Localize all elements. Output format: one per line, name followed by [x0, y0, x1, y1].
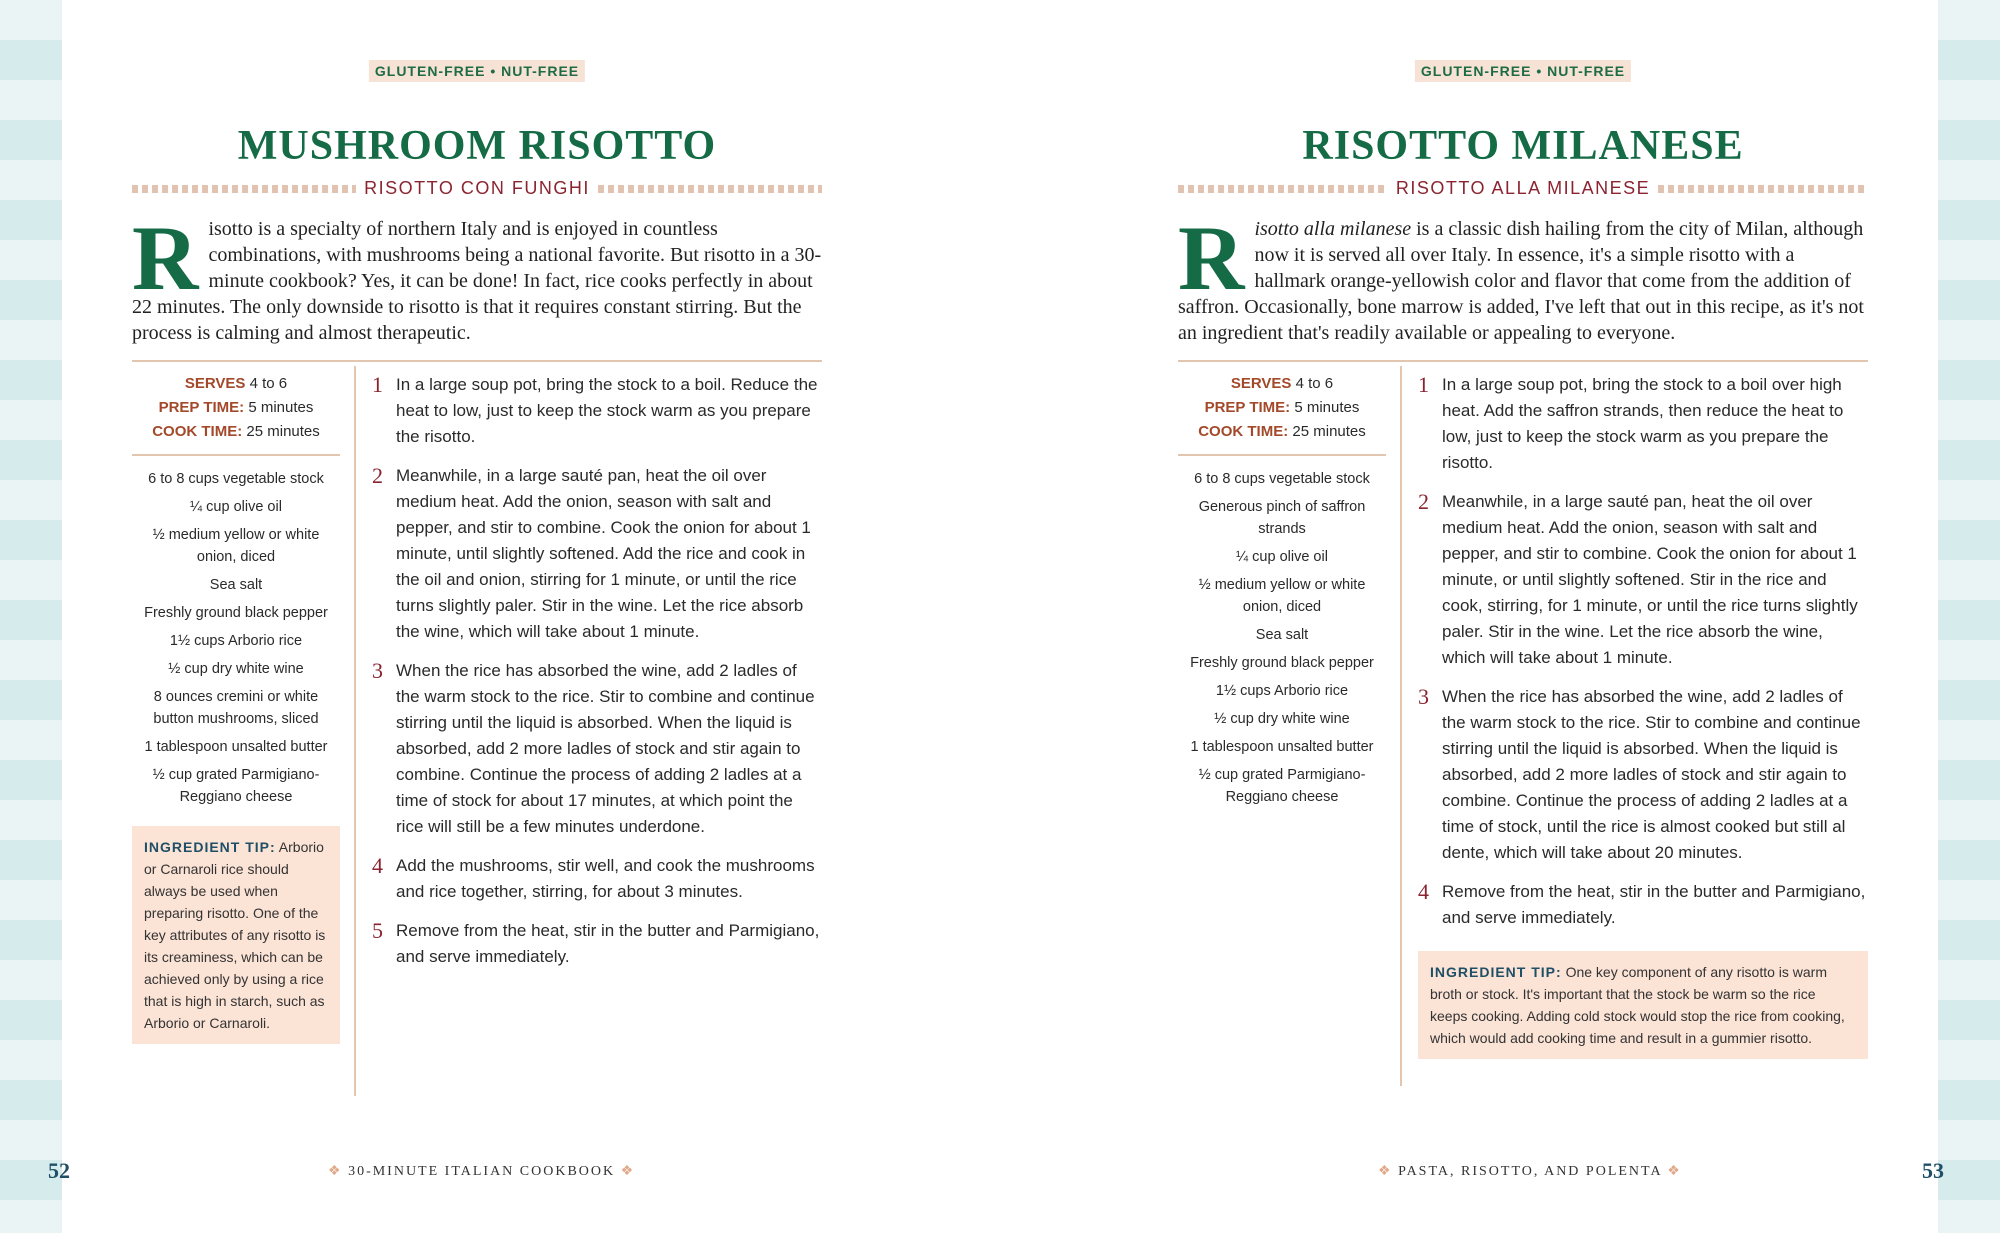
subtitle-row [1178, 178, 1868, 199]
step-number: 3 [372, 658, 383, 683]
column-divider [354, 366, 356, 1096]
ingredient-tip: INGREDIENT TIP: Arborio or Carnaroli rice should always be used when preparing risotto. One of the key attributes of any risotto is its creaminess, which can be achieved only by using a rice that is high in starch, such as Arborio or Carnaroli. [132, 826, 340, 1044]
recipe-subtitle: RISOTTO CON FUNGHI [364, 178, 590, 198]
ingredient-item: 6 to 8 cups vegetable stock [148, 471, 324, 487]
drop-cap: R [1178, 207, 1245, 309]
recipe-step: 1 In a large soup pot, bring the stock to a boil over high heat. Add the saffron strands, then reduce the heat to low, just to keep the stock warm as you prepare the risotto. [1418, 372, 1868, 476]
footer-left: ❖ 30-MINUTE ITALIAN COOKBOOK ❖ [328, 1164, 636, 1179]
steps-list [372, 372, 822, 983]
step-number: 5 [372, 918, 383, 943]
ingredient-item: Sea salt [209, 577, 263, 593]
ornament-line [598, 185, 822, 193]
recipe-step: 2 Meanwhile, in a large sauté pan, heat the oil over medium heat. Add the onion, season with salt and pepper, and stir to combine. Cook the onion for about 1 minute, until slightly softened. Add the rice and cook in the oil and onion, stirring for 1 minute, or until the rice turns slightly paler. Stir in the wine. Let the rice absorb the wine, which will take about 1 minute. [372, 463, 822, 645]
ingredient-item: ¼ cup olive oil [190, 499, 282, 515]
ingredient-tip: INGREDIENT TIP: One key component of any risotto is warm broth or stock. It's important that the stock be warm so the rice keeps cooking. Adding cold stock would stop the rice from cooking, which would add cooking time and result in a gummier risotto. [1418, 951, 1868, 1059]
ingredient-item: ½ cup grated Parmigiano-Reggiano cheese [1198, 767, 1366, 805]
recipe-subtitle: RISOTTO ALLA MILANESE [1395, 178, 1651, 198]
ingredient-item: 1 tablespoon unsalted butter [1190, 739, 1374, 755]
ingredient-item: 1 tablespoon unsalted butter [144, 739, 328, 755]
recipe-step: 2 Meanwhile, in a large sauté pan, heat the oil over medium heat. Add the onion, season with salt and pepper, and stir to combine. Cook the onion for about 1 minute, or until slightly softened. Stir in the rice and cook, stirring, for 1 minute, or until the rice turns slightly paler. Stir in the wine. Let the rice absorb the wine, which will take about 1 minute. [1418, 489, 1868, 671]
ingredient-item: Freshly ground black pepper [1190, 655, 1374, 671]
step-number: 3 [1418, 684, 1429, 709]
step-number: 1 [372, 372, 383, 397]
column-divider [1400, 366, 1402, 1086]
ornament-line [132, 185, 356, 193]
recipe-step: 4 Add the mushrooms, stir well, and cook the mushrooms and rice together, stirring, for about 3 minutes. [372, 853, 822, 905]
page-number-right: 53 [1922, 1158, 1944, 1183]
recipe-title: MUSHROOM RISOTTO [237, 123, 717, 169]
page-number-left: 52 [48, 1158, 70, 1183]
left-page [132, 0, 822, 1233]
divider [132, 360, 822, 362]
ingredient-item: Generous pinch of saffron strands [1198, 499, 1366, 537]
recipe-meta: SERVES 4 to 6 PREP TIME: 5 minutes COOK TIME: 25 minutes [132, 372, 340, 456]
ingredient-item: ½ cup dry white wine [1214, 711, 1350, 727]
recipe-step: 4 Remove from the heat, stir in the butter and Parmigiano, and serve immediately. [1418, 879, 1868, 931]
recipe-step: 5 Remove from the heat, stir in the butter and Parmigiano, and serve immediately. [372, 918, 822, 970]
divider [1178, 360, 1868, 362]
ingredient-item: 1½ cups Arborio rice [169, 633, 303, 649]
step-number: 2 [1418, 489, 1429, 514]
step-number: 4 [1418, 879, 1429, 904]
ingredient-item: ½ medium yellow or white onion, diced [1198, 577, 1366, 615]
ingredient-item: ½ medium yellow or white onion, diced [152, 527, 320, 565]
ingredients-sidebar [1178, 372, 1386, 814]
ingredient-item: ½ cup dry white wine [168, 661, 304, 677]
recipe-title: RISOTTO MILANESE [1302, 123, 1744, 169]
subtitle-row [132, 178, 822, 199]
ingredient-item: ¼ cup olive oil [1236, 549, 1328, 565]
steps-list [1418, 372, 1868, 1059]
intro-paragraph: Risotto is a specialty of northern Italy and is enjoyed in countless combinations, with mushrooms being a national favorite. But risotto in a 30-minute cookbook? Yes, it can be done! In fact, rice cooks perfectly in about 22 minutes. The only downside to risotto is that it requires constant stirring. But the process is calming and almost therapeutic. [132, 207, 822, 344]
step-number: 1 [1418, 372, 1429, 397]
intro-paragraph: Risotto alla milanese is a classic dish hailing from the city of Milan, although now it is served all over Italy. In essence, it's a simple risotto with a hallmark orange-yellowish color and flavor that come from the addition of saffron. Occasionally, bone marrow is added, I've left that out in this recipe, as it's not an ingredient that's readily available or appealing to everyone. [1178, 207, 1864, 344]
step-number: 2 [372, 463, 383, 488]
ingredient-item: 6 to 8 cups vegetable stock [1194, 471, 1370, 487]
step-number: 4 [372, 853, 383, 878]
recipe-step: 1 In a large soup pot, bring the stock to a boil. Reduce the heat to low, just to keep the stock warm as you prepare the risotto. [372, 372, 822, 450]
ingredients-sidebar [132, 372, 340, 1044]
ornament-line [1658, 185, 1868, 193]
ingredient-item: 1½ cups Arborio rice [1215, 683, 1349, 699]
ornament-line [1178, 185, 1388, 193]
ingredients-list [132, 468, 340, 808]
decorative-border-left [0, 0, 62, 1233]
footer-right: ❖ PASTA, RISOTTO, AND POLENTA ❖ [1378, 1164, 1682, 1179]
recipe-meta: SERVES 4 to 6 PREP TIME: 5 minutes COOK TIME: 25 minutes [1178, 372, 1386, 456]
diet-tag: GLUTEN-FREE • NUT-FREE [369, 60, 585, 82]
ingredient-item: Freshly ground black pepper [144, 605, 328, 621]
ingredient-item: Sea salt [1255, 627, 1309, 643]
recipe-step: 3 When the rice has absorbed the wine, add 2 ladles of the warm stock to the rice. Stir to combine and continue stirring until the liquid is absorbed. When the liquid is absorbed, add 2 more ladles of stock and stir again to combine. Continue the process of adding 2 ladles at a time of stock for about 17 minutes, at which point the rice will still be a few minutes underdone. [372, 658, 822, 840]
recipe-step: 3 When the rice has absorbed the wine, add 2 ladles of the warm stock to the rice. Stir to combine and continue stirring until the liquid is absorbed. When the liquid is absorbed, add 2 more ladles of stock and stir again to combine. Continue the process of adding 2 ladles at a time of stock, until the rice is almost cooked but still al dente, which will take about 20 minutes. [1418, 684, 1868, 866]
ingredient-item: 8 ounces cremini or white button mushrooms, sliced [153, 689, 319, 727]
decorative-border-right [1938, 0, 2000, 1233]
ingredients-list [1178, 468, 1386, 808]
drop-cap: R [132, 207, 199, 309]
diet-tag: GLUTEN-FREE • NUT-FREE [1415, 60, 1631, 82]
ingredient-item: ½ cup grated Parmigiano-Reggiano cheese [152, 767, 320, 805]
right-page [1178, 0, 1868, 1233]
